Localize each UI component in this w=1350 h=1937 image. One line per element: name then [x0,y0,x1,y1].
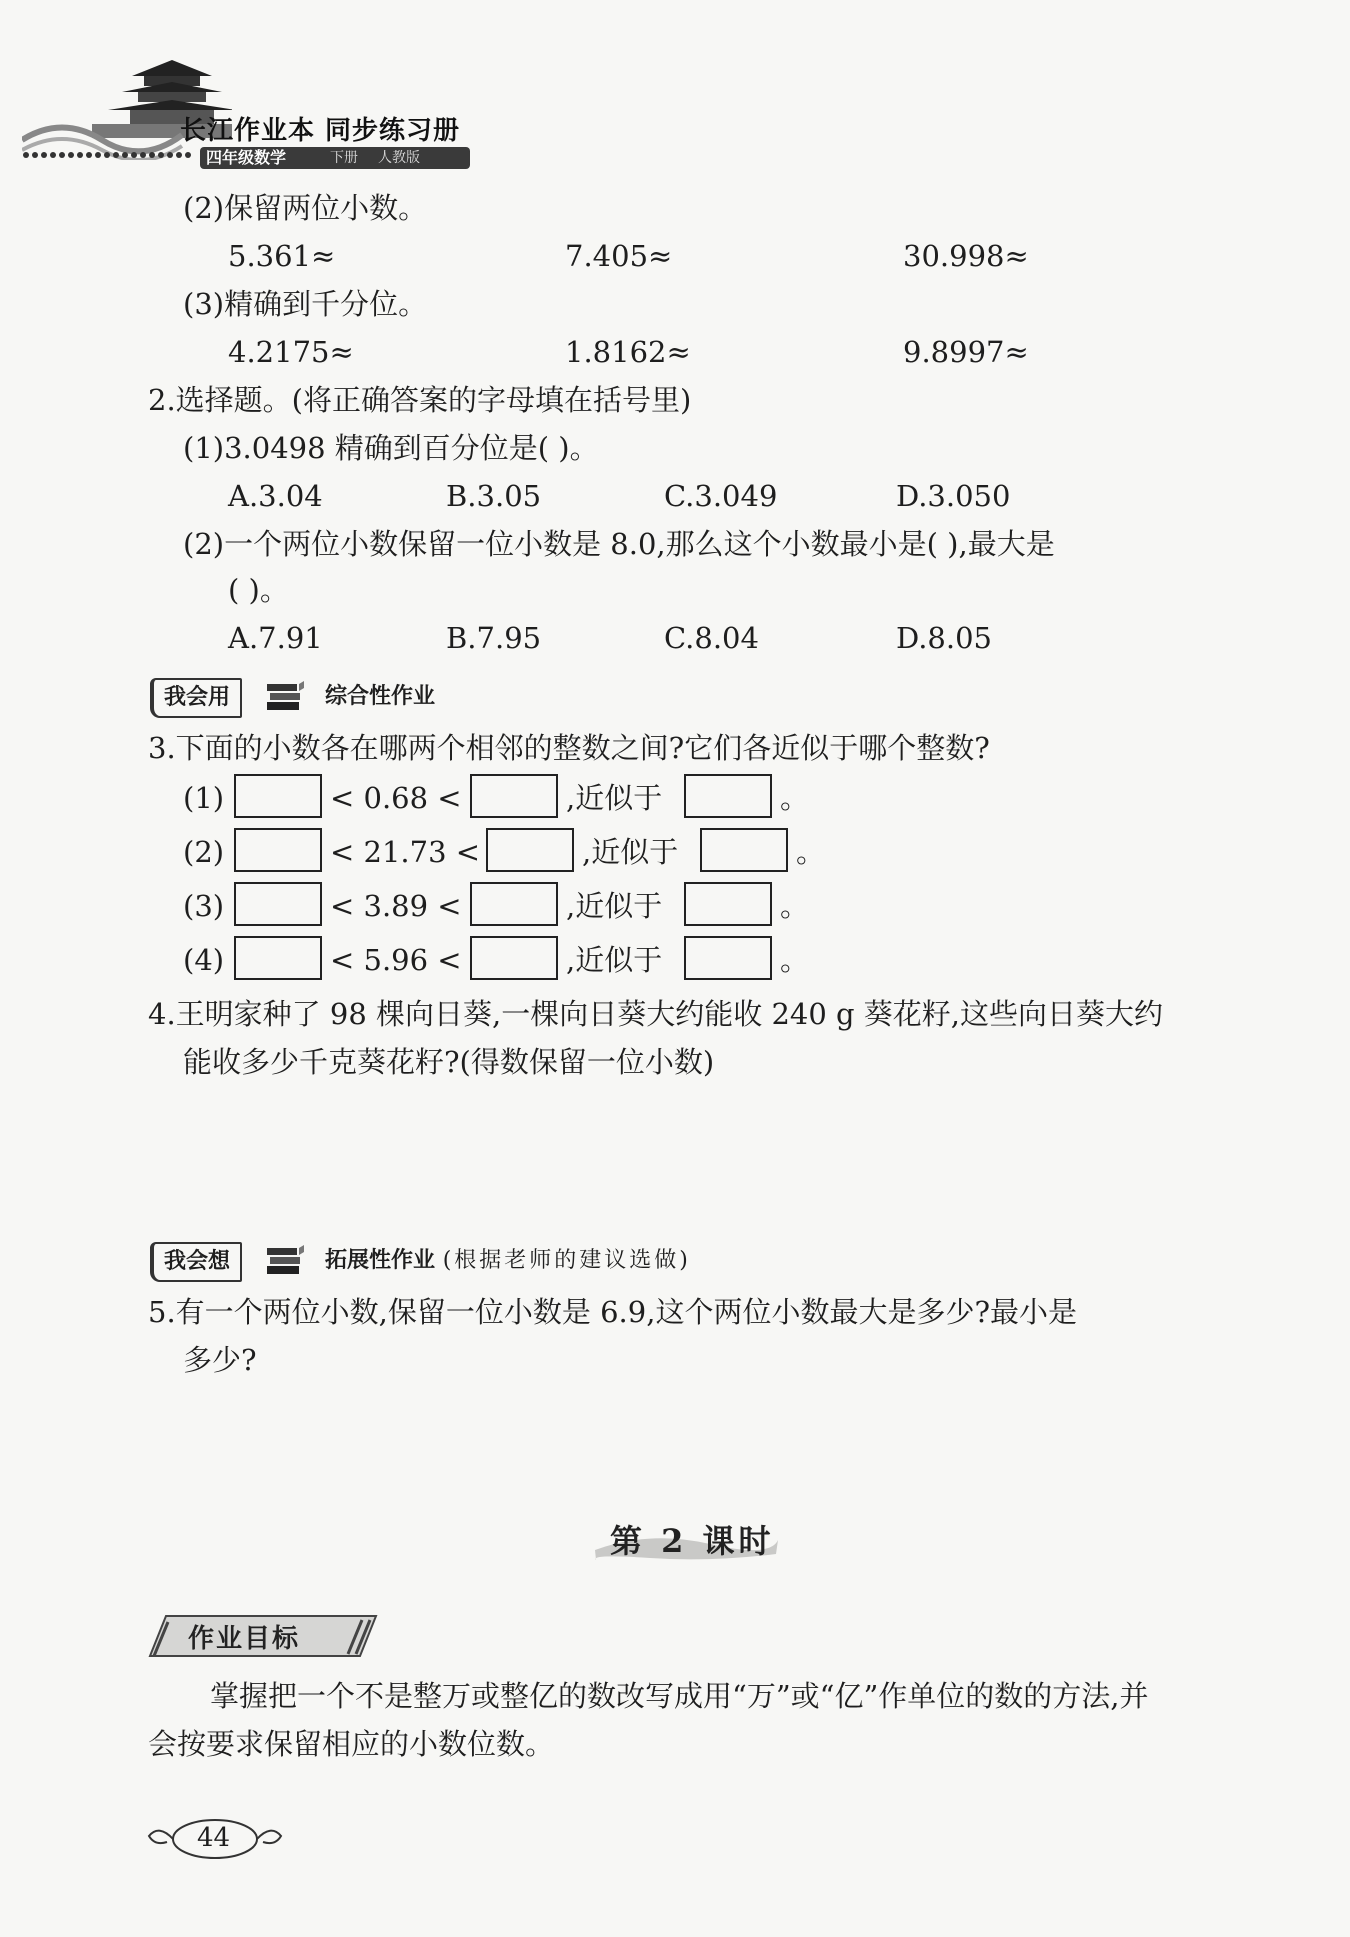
book-volume: 下册 [330,150,358,166]
book-header [22,58,462,168]
q3-row3-middle: < 3.89 < [330,889,462,923]
q1-part2-item-1: 5.361≈ [228,239,336,273]
q2-sub2-option-a: A.7.91 [228,621,323,655]
goal-label: 作业目标 [188,1624,301,1654]
goal-line2: 会按要求保留相应的小数位数。 [148,1727,555,1761]
q3-row3-approx-label: ,近似于 [566,889,663,923]
q3-row4-approx-label: ,近似于 [566,943,663,977]
section-tag: 我会想 [150,1242,242,1282]
q3-row2-upper-box[interactable] [486,828,574,872]
book-subtitle-bar [200,147,470,169]
q3-row1-lower-box[interactable] [234,774,322,818]
q3-row4-end: 。 [780,943,810,977]
q2-sub1-option-c: C.3.049 [664,479,778,513]
books-icon [265,680,305,714]
q2-sub2-text-line1: (2)一个两位小数保留一位小数是 8.0,那么这个小数最小是( ),最大是 [183,527,1055,561]
q3-row3-upper-box[interactable] [470,882,558,926]
q1-part2-item-3: 30.998≈ [903,239,1029,273]
page-number: 44 [197,1823,231,1853]
q5-line1: 5.有一个两位小数,保留一位小数是 6.9,这个两位小数最大是多少?最小是 [148,1295,1077,1329]
q2-sub1-text: (1)3.0498 精确到百分位是( )。 [183,431,599,465]
lesson-title: 第 2 课时 [610,1522,775,1560]
goal-line1: 掌握把一个不是整万或整亿的数改写成用“万”或“亿”作单位的数的方法,并 [210,1679,1149,1713]
lesson-heading [590,1510,780,1566]
section-banner-think [150,1240,770,1282]
q1-part2-item-2: 7.405≈ [565,239,673,273]
q1-part3-item-3: 9.8997≈ [903,335,1029,369]
dot-row-decoration [22,150,202,160]
q3-row4-upper-box[interactable] [470,936,558,980]
q3-row2-lower-box[interactable] [234,828,322,872]
q3-row1-approx-label: ,近似于 [566,781,663,815]
q3-row3-label: (3) [183,889,225,923]
q3-row2-label: (2) [183,835,225,869]
section-note: (根据老师的建议选做) [442,1248,691,1273]
q1-part3-label: (3)精确到千分位。 [183,287,428,321]
book-grade: 四年级数学 [206,148,287,167]
q3-row1-approx-box[interactable] [684,774,772,818]
q3-row2-middle: < 21.73 < [330,835,481,869]
q3-stem: 3.下面的小数各在哪两个相邻的整数之间?它们各近似于哪个整数? [148,731,990,765]
q2-sub2-option-c: C.8.04 [664,621,759,655]
q1-part2-label: (2)保留两位小数。 [183,191,428,225]
q1-part3-item-2: 1.8162≈ [565,335,691,369]
section-banner-use [150,676,470,718]
section-tag: 我会用 [150,678,242,718]
q2-stem: 2.选择题。(将正确答案的字母填在括号里) [148,383,692,417]
q2-sub2-text-line2: ( )。 [228,573,289,607]
q3-row3-end: 。 [780,889,810,923]
q3-row1-middle: < 0.68 < [330,781,462,815]
q3-row2-approx-box[interactable] [700,828,788,872]
q4-line2: 能收多少千克葵花籽?(得数保留一位小数) [183,1045,715,1079]
q2-sub1-option-b: B.3.05 [446,479,542,513]
q2-sub1-option-a: A.3.04 [228,479,323,513]
q3-row2-approx-label: ,近似于 [582,835,679,869]
book-edition: 人教版 [378,150,420,166]
book-title: 长江作业本 同步练习册 [180,116,461,146]
q3-row1-label: (1) [183,781,225,815]
q3-row2-end: 。 [796,835,826,869]
books-icon [265,1244,305,1278]
q3-row4-lower-box[interactable] [234,936,322,980]
section-title: 拓展性作业 [325,1248,436,1273]
q3-row4-label: (4) [183,943,225,977]
goal-banner [148,1610,378,1662]
q4-line1: 4.王明家种了 98 棵向日葵,一棵向日葵大约能收 240 g 葵花籽,这些向日葵大约 [148,997,1164,1031]
page-number-badge [145,1816,285,1862]
q3-row3-approx-box[interactable] [684,882,772,926]
q2-sub2-option-b: B.7.95 [446,621,542,655]
section-title: 综合性作业 [325,684,436,709]
q5-line2: 多少? [183,1343,257,1377]
q3-row3-lower-box[interactable] [234,882,322,926]
section-title-group [325,1246,691,1276]
q3-row1-end: 。 [780,781,810,815]
q1-part3-item-1: 4.2175≈ [228,335,354,369]
q2-sub1-option-d: D.3.050 [896,479,1011,513]
q2-sub2-option-d: D.8.05 [896,621,993,655]
q3-row4-approx-box[interactable] [684,936,772,980]
q3-row1-upper-box[interactable] [470,774,558,818]
q3-row4-middle: < 5.96 < [330,943,462,977]
